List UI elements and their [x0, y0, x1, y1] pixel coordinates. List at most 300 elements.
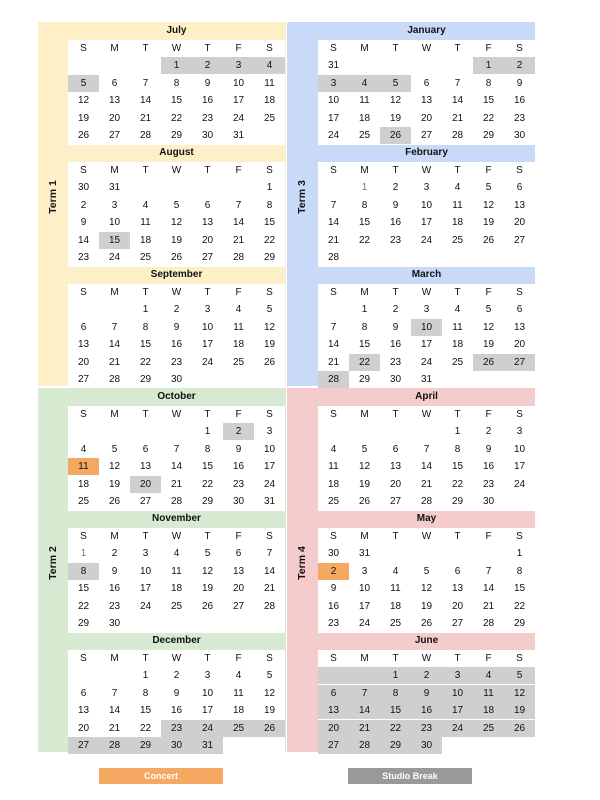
- weekday-label: F: [235, 409, 242, 420]
- day-cell: 11: [68, 458, 99, 475]
- month-title: January: [407, 25, 446, 36]
- day-cell: 16: [170, 705, 183, 717]
- day-cell: 7: [173, 443, 180, 455]
- day-cell: 16: [389, 339, 402, 351]
- day-cell: 29: [201, 496, 214, 507]
- weekday-label: M: [110, 653, 119, 664]
- day-cell: 31: [358, 548, 371, 560]
- day-cell: 9: [516, 77, 523, 89]
- day-cell: 9: [411, 685, 442, 702]
- day-cell: 29: [451, 496, 464, 507]
- day-cell: 13: [513, 321, 526, 333]
- day-cell: 21: [482, 600, 495, 612]
- day-cell: 19: [263, 705, 276, 717]
- day-cell: 3: [266, 426, 273, 438]
- day-cell: 13: [451, 583, 464, 595]
- day-cell: 20: [389, 478, 402, 490]
- day-cell: 1: [454, 426, 461, 438]
- day-cell: 8: [142, 321, 149, 333]
- day-cell: 19: [482, 217, 495, 229]
- weekday-label: M: [360, 43, 369, 54]
- day-cell: 23: [389, 356, 402, 368]
- weekday-label: M: [360, 409, 369, 420]
- day-cell: 4: [173, 548, 180, 560]
- day-cell: 22: [263, 234, 276, 246]
- day-cell: 26: [263, 356, 276, 368]
- day-cell: 23: [108, 600, 121, 612]
- weekday-label: T: [142, 409, 149, 420]
- day-cell: 17: [232, 95, 245, 107]
- day-cell: 25: [223, 720, 254, 737]
- day-cell: 11: [473, 685, 504, 702]
- weekday-label: M: [110, 43, 119, 54]
- day-cell: 31: [420, 374, 433, 385]
- day-cell: 25: [232, 356, 245, 368]
- day-cell: 19: [170, 234, 183, 246]
- day-cell: 19: [504, 702, 535, 719]
- day-cell: 30: [389, 374, 402, 385]
- day-cell: 1: [380, 667, 411, 684]
- day-cell: 19: [482, 339, 495, 351]
- day-cell: 17: [420, 339, 433, 351]
- weekday-label: W: [421, 409, 432, 420]
- weekday-label: T: [142, 43, 149, 54]
- day-cell: 13: [420, 95, 433, 107]
- day-cell: 13: [232, 565, 245, 577]
- day-cell: 4: [330, 443, 337, 455]
- day-cell: 30: [108, 618, 121, 629]
- day-cell: 6: [454, 565, 461, 577]
- day-cell: 11: [233, 321, 244, 333]
- weekday-label: T: [204, 165, 211, 176]
- day-cell: 6: [392, 443, 399, 455]
- day-cell: 26: [77, 130, 90, 141]
- weekday-label: S: [266, 653, 273, 664]
- weekday-label: S: [330, 653, 337, 664]
- weekday-label: F: [485, 43, 492, 54]
- weekday-label: M: [110, 531, 119, 542]
- day-cell: 27: [504, 354, 535, 371]
- day-cell: 26: [504, 720, 535, 737]
- day-cell: 22: [77, 600, 90, 612]
- day-cell: 17: [442, 702, 473, 719]
- day-cell: 17: [139, 583, 152, 595]
- day-cell: 22: [513, 600, 526, 612]
- day-cell: 8: [204, 443, 211, 455]
- day-cell: 19: [420, 600, 433, 612]
- day-cell: 27: [108, 130, 121, 141]
- day-cell: 18: [139, 234, 152, 246]
- weekday-label: W: [421, 287, 432, 298]
- day-cell: 17: [358, 600, 371, 612]
- day-cell: 12: [504, 685, 535, 702]
- legend-studio-break: Studio Break: [348, 768, 472, 784]
- day-cell: 12: [420, 583, 433, 595]
- day-cell: 14: [420, 461, 433, 473]
- day-cell: 11: [233, 687, 244, 699]
- day-cell: 6: [235, 548, 242, 560]
- weekday-label: S: [80, 409, 87, 420]
- weekday-label: T: [142, 653, 149, 664]
- weekday-label: T: [454, 653, 461, 664]
- weekday-label: F: [235, 653, 242, 664]
- day-cell: 11: [452, 321, 463, 333]
- weekday-label: S: [516, 409, 523, 420]
- day-cell: 21: [349, 720, 380, 737]
- day-cell: 4: [454, 182, 461, 194]
- day-cell: 26: [473, 354, 504, 371]
- day-cell: 23: [513, 112, 526, 124]
- weekday-label: S: [266, 409, 273, 420]
- day-cell: 15: [99, 232, 130, 249]
- day-cell: 29: [263, 252, 276, 263]
- day-cell: 1: [142, 304, 149, 316]
- day-cell: 7: [235, 199, 242, 211]
- day-cell: 13: [77, 705, 90, 717]
- month-title: July: [166, 25, 187, 36]
- day-cell: 12: [108, 461, 121, 473]
- day-cell: 20: [451, 600, 464, 612]
- day-cell: 14: [139, 95, 152, 107]
- day-cell: 27: [232, 600, 245, 612]
- day-cell: 16: [170, 339, 183, 351]
- day-cell: 23: [389, 234, 402, 246]
- day-cell: 24: [232, 112, 245, 124]
- day-cell: 23: [327, 618, 340, 629]
- weekday-label: S: [516, 287, 523, 298]
- day-cell: 8: [485, 77, 492, 89]
- day-cell: 10: [263, 443, 276, 455]
- weekday-label: T: [204, 287, 211, 298]
- day-cell: 19: [358, 478, 371, 490]
- day-cell: 27: [420, 130, 433, 141]
- day-cell: 16: [482, 461, 495, 473]
- day-cell: 31: [192, 737, 223, 754]
- weekday-label: T: [392, 653, 399, 664]
- day-cell: 2: [173, 670, 180, 682]
- day-cell: 1: [142, 670, 149, 682]
- day-cell: 2: [111, 548, 118, 560]
- day-cell: 21: [139, 112, 152, 124]
- day-cell: 22: [139, 356, 152, 368]
- weekday-label: M: [110, 409, 119, 420]
- day-cell: 30: [77, 182, 90, 194]
- day-cell: 1: [473, 57, 504, 74]
- day-cell: 5: [504, 667, 535, 684]
- day-cell: 30: [161, 737, 192, 754]
- month-title: October: [157, 391, 196, 402]
- day-cell: 22: [170, 112, 183, 124]
- weekday-label: S: [80, 43, 87, 54]
- day-cell: 5: [485, 182, 492, 194]
- day-cell: 27: [68, 737, 99, 754]
- day-cell: 23: [77, 252, 90, 263]
- day-cell: 25: [473, 720, 504, 737]
- day-cell: 7: [330, 199, 337, 211]
- day-cell: 28: [99, 737, 130, 754]
- day-cell: [318, 667, 349, 684]
- day-cell: 18: [473, 702, 504, 719]
- day-cell: 18: [327, 478, 340, 490]
- weekday-label: S: [80, 653, 87, 664]
- day-cell: 19: [108, 478, 121, 490]
- day-cell: 23: [201, 112, 214, 124]
- weekday-label: W: [171, 165, 182, 176]
- day-cell: 19: [263, 339, 276, 351]
- day-cell: 20: [77, 722, 90, 734]
- day-cell: 16: [108, 583, 121, 595]
- day-cell: 28: [318, 371, 349, 388]
- weekday-label: S: [266, 531, 273, 542]
- legend-concert: Concert: [99, 768, 223, 784]
- weekday-label: F: [235, 43, 242, 54]
- weekday-label: F: [485, 653, 492, 664]
- day-cell: 16: [513, 95, 526, 107]
- day-cell: 17: [420, 217, 433, 229]
- day-cell: 15: [201, 461, 214, 473]
- day-cell: 26: [380, 127, 411, 144]
- day-cell: 6: [204, 199, 211, 211]
- day-cell: 31: [327, 60, 340, 72]
- day-cell: 22: [358, 234, 371, 246]
- day-cell: 9: [111, 565, 118, 577]
- day-cell: 20: [513, 217, 526, 229]
- day-cell: 14: [108, 705, 121, 717]
- weekday-label: M: [360, 165, 369, 176]
- day-cell: 22: [139, 722, 152, 734]
- day-cell: 28: [263, 600, 276, 612]
- day-cell: 4: [454, 304, 461, 316]
- weekday-label: S: [516, 165, 523, 176]
- month-title: June: [414, 635, 439, 646]
- day-cell: 8: [142, 687, 149, 699]
- day-cell: 8: [361, 199, 368, 211]
- day-cell: 17: [513, 461, 526, 473]
- weekday-label: F: [235, 287, 242, 298]
- day-cell: 2: [192, 57, 223, 74]
- day-cell: 24: [263, 478, 276, 490]
- day-cell: 26: [170, 252, 183, 263]
- day-cell: 21: [108, 722, 121, 734]
- day-cell: 25: [327, 496, 340, 507]
- weekday-label: T: [204, 409, 211, 420]
- day-cell: 29: [380, 737, 411, 754]
- term-label: Term 2: [47, 545, 59, 580]
- day-cell: 6: [80, 321, 87, 333]
- day-cell: 9: [173, 687, 180, 699]
- weekday-label: W: [171, 409, 182, 420]
- day-cell: 11: [452, 199, 463, 211]
- day-cell: 5: [266, 670, 273, 682]
- day-cell: 3: [516, 426, 523, 438]
- day-cell: 24: [139, 600, 152, 612]
- weekday-label: F: [485, 409, 492, 420]
- day-cell: 3: [223, 57, 254, 74]
- day-cell: 5: [68, 75, 99, 92]
- weekday-label: S: [330, 43, 337, 54]
- day-cell: 9: [235, 443, 242, 455]
- day-cell: 25: [451, 234, 464, 246]
- day-cell: 21: [232, 234, 245, 246]
- day-cell: 21: [263, 583, 276, 595]
- day-cell: 19: [77, 112, 90, 124]
- month-title: February: [405, 147, 448, 158]
- day-cell: 23: [170, 356, 183, 368]
- day-cell: 5: [380, 75, 411, 92]
- day-cell: 24: [108, 252, 121, 263]
- day-cell: 1: [361, 304, 368, 316]
- day-cell: 13: [513, 199, 526, 211]
- day-cell: 21: [451, 112, 464, 124]
- day-cell: 30: [327, 548, 340, 560]
- day-cell: 26: [358, 496, 371, 507]
- day-cell: 20: [201, 234, 214, 246]
- day-cell: 29: [358, 374, 371, 385]
- day-cell: 31: [232, 130, 245, 141]
- day-cell: 8: [68, 563, 99, 580]
- weekday-label: S: [330, 287, 337, 298]
- day-cell: 26: [254, 720, 285, 737]
- day-cell: 28: [420, 496, 433, 507]
- day-cell: 16: [327, 600, 340, 612]
- day-cell: 30: [232, 496, 245, 507]
- weekday-label: S: [266, 287, 273, 298]
- day-cell: 7: [142, 77, 149, 89]
- weekday-label: T: [142, 165, 149, 176]
- day-cell: 1: [361, 182, 368, 194]
- day-cell: 24: [513, 478, 526, 490]
- day-cell: 3: [318, 75, 349, 92]
- day-cell: 4: [142, 199, 149, 211]
- day-cell: 7: [423, 443, 430, 455]
- day-cell: 14: [77, 234, 90, 246]
- day-cell: 15: [139, 339, 152, 351]
- day-cell: 21: [327, 234, 340, 246]
- weekday-label: M: [360, 287, 369, 298]
- day-cell: 29: [130, 737, 161, 754]
- weekday-label: M: [360, 653, 369, 664]
- day-cell: 3: [204, 670, 211, 682]
- day-cell: 23: [232, 478, 245, 490]
- day-cell: 1: [266, 182, 273, 194]
- weekday-label: S: [516, 43, 523, 54]
- day-cell: 26: [201, 600, 214, 612]
- day-cell: 8: [173, 77, 180, 89]
- weekday-label: T: [204, 653, 211, 664]
- weekday-label: S: [266, 43, 273, 54]
- day-cell: 2: [392, 304, 399, 316]
- day-cell: 18: [232, 705, 245, 717]
- day-cell: 10: [411, 319, 442, 336]
- day-cell: 31: [263, 496, 276, 507]
- day-cell: 14: [232, 217, 245, 229]
- day-cell: 22: [201, 478, 214, 490]
- day-cell: 28: [139, 130, 152, 141]
- day-cell: 15: [380, 702, 411, 719]
- day-cell: 1: [161, 57, 192, 74]
- day-cell: 14: [170, 461, 183, 473]
- day-cell: 15: [482, 95, 495, 107]
- day-cell: 6: [111, 77, 118, 89]
- month-title: March: [411, 269, 442, 280]
- day-cell: 1: [80, 548, 87, 560]
- day-cell: 15: [139, 705, 152, 717]
- day-cell: 30: [482, 496, 495, 507]
- day-cell: 30: [411, 737, 442, 754]
- weekday-label: T: [392, 531, 399, 542]
- day-cell: 20: [318, 720, 349, 737]
- weekday-label: W: [171, 653, 182, 664]
- weekday-label: F: [485, 165, 492, 176]
- day-cell: 4: [473, 667, 504, 684]
- day-cell: 17: [201, 705, 214, 717]
- day-cell: 25: [170, 600, 183, 612]
- weekday-label: T: [142, 531, 149, 542]
- weekday-label: M: [360, 531, 369, 542]
- day-cell: 21: [108, 356, 121, 368]
- day-cell: 17: [201, 339, 214, 351]
- day-cell: 14: [263, 565, 276, 577]
- day-cell: 12: [482, 321, 495, 333]
- weekday-label: S: [80, 165, 87, 176]
- weekday-label: S: [330, 531, 337, 542]
- day-cell: 27: [451, 618, 464, 629]
- day-cell: 2: [411, 667, 442, 684]
- day-cell: 18: [358, 112, 371, 124]
- day-cell: 6: [516, 304, 523, 316]
- day-cell: 9: [173, 321, 180, 333]
- day-cell: 28: [232, 252, 245, 263]
- day-cell: 17: [263, 461, 276, 473]
- day-cell: 10: [108, 217, 121, 229]
- day-cell: 6: [516, 182, 523, 194]
- day-cell: 27: [201, 252, 214, 263]
- day-cell: 15: [358, 339, 371, 351]
- day-cell: 5: [423, 565, 430, 577]
- day-cell: 11: [359, 95, 370, 107]
- day-cell: 25: [358, 130, 371, 141]
- weekday-label: T: [454, 165, 461, 176]
- weekday-label: T: [392, 43, 399, 54]
- day-cell: 12: [358, 461, 371, 473]
- day-cell: 16: [201, 95, 214, 107]
- day-cell: 17: [327, 112, 340, 124]
- month-title: May: [416, 513, 437, 524]
- day-cell: 2: [80, 199, 87, 211]
- day-cell: 26: [420, 618, 433, 629]
- month-title: November: [152, 513, 201, 524]
- day-cell: 23: [161, 720, 192, 737]
- day-cell: 5: [173, 199, 180, 211]
- day-cell: 10: [232, 77, 245, 89]
- day-cell: 9: [485, 443, 492, 455]
- weekday-label: T: [454, 409, 461, 420]
- day-cell: 19: [389, 112, 402, 124]
- day-cell: 7: [266, 548, 273, 560]
- day-cell: 10: [139, 565, 152, 577]
- day-cell: 21: [420, 478, 433, 490]
- day-cell: 4: [235, 670, 242, 682]
- day-cell: 12: [77, 95, 90, 107]
- day-cell: 4: [80, 443, 87, 455]
- day-cell: 5: [111, 443, 118, 455]
- day-cell: 16: [389, 217, 402, 229]
- day-cell: 3: [111, 199, 118, 211]
- day-cell: 2: [504, 57, 535, 74]
- day-cell: 29: [513, 618, 526, 629]
- day-cell: 27: [389, 496, 402, 507]
- day-cell: 26: [482, 234, 495, 246]
